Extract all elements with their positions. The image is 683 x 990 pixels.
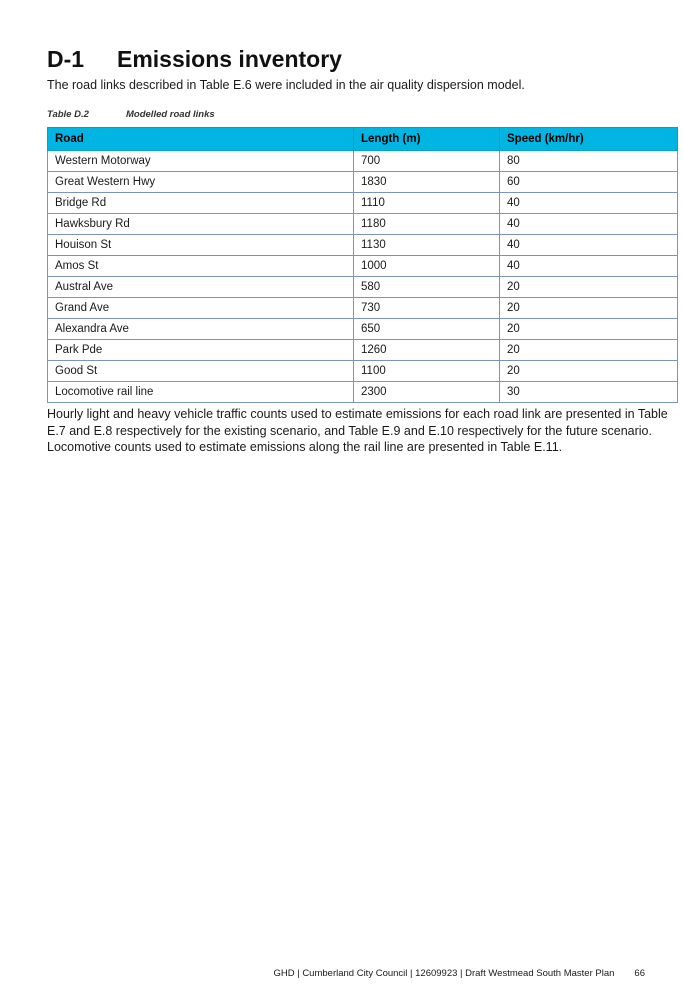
cell-length: 1000 [354, 256, 500, 277]
cell-length: 730 [354, 298, 500, 319]
column-header-length: Length (m) [354, 128, 500, 151]
table-caption-number: Table D.2 [47, 109, 89, 120]
cell-road: Western Motorway [48, 151, 354, 172]
table-row [48, 277, 678, 298]
table-row [48, 172, 678, 193]
cell-speed: 20 [500, 361, 678, 382]
cell-road: Amos St [48, 256, 354, 277]
cell-length: 1260 [354, 340, 500, 361]
cell-length: 580 [354, 277, 500, 298]
column-header-road: Road [48, 128, 354, 151]
cell-length: 1100 [354, 361, 500, 382]
table-row [48, 382, 678, 403]
cell-speed: 20 [500, 319, 678, 340]
table-row [48, 214, 678, 235]
cell-road: Houison St [48, 235, 354, 256]
section-title: Emissions inventory [117, 46, 342, 72]
cell-length: 1130 [354, 235, 500, 256]
cell-length: 1110 [354, 193, 500, 214]
cell-speed: 40 [500, 256, 678, 277]
table-row [48, 319, 678, 340]
body-paragraph: Hourly light and heavy vehicle traffic counts used to estimate emissions for each road link are presented in Table E.7 and E.8 respectively for the existing scenario, and Table E.9 and E.10 respectively for the future scenario. Locomotive counts used to estimate emissions along the rail line are presented in Table E.11. [47, 407, 668, 454]
table-row [48, 235, 678, 256]
cell-length: 700 [354, 151, 500, 172]
cell-road: Park Pde [48, 340, 354, 361]
table-row [48, 256, 678, 277]
intro-paragraph: The road links described in Table E.6 were included in the air quality dispersion model. [47, 78, 525, 92]
table-row [48, 151, 678, 172]
cell-length: 1180 [354, 214, 500, 235]
road-links-table [47, 127, 678, 403]
cell-speed: 60 [500, 172, 678, 193]
cell-road: Austral Ave [48, 277, 354, 298]
cell-road: Locomotive rail line [48, 382, 354, 403]
cell-speed: 20 [500, 340, 678, 361]
cell-speed: 40 [500, 214, 678, 235]
section-number: D-1 [47, 46, 85, 72]
cell-road: Alexandra Ave [48, 319, 354, 340]
table-caption [47, 108, 215, 121]
cell-length: 650 [354, 319, 500, 340]
cell-speed: 40 [500, 193, 678, 214]
footer-text: GHD | Cumberland City Council | 12609923 | Draft Westmead South Master Plan [273, 968, 615, 979]
table-caption-title: Modelled road links [126, 109, 215, 120]
cell-speed: 30 [500, 382, 678, 403]
cell-speed: 20 [500, 277, 678, 298]
table-row [48, 298, 678, 319]
cell-length: 2300 [354, 382, 500, 403]
cell-length: 1830 [354, 172, 500, 193]
cell-road: Good St [48, 361, 354, 382]
page-number: 66 [634, 968, 645, 979]
cell-speed: 20 [500, 298, 678, 319]
cell-speed: 40 [500, 235, 678, 256]
table-row [48, 340, 678, 361]
column-header-speed: Speed (km/hr) [500, 128, 678, 151]
cell-speed: 80 [500, 151, 678, 172]
cell-road: Hawksbury Rd [48, 214, 354, 235]
table-row [48, 361, 678, 382]
cell-road: Grand Ave [48, 298, 354, 319]
cell-road: Great Western Hwy [48, 172, 354, 193]
section-heading [47, 44, 342, 74]
table-header-row [48, 128, 678, 151]
table-row [48, 193, 678, 214]
cell-road: Bridge Rd [48, 193, 354, 214]
page-footer [273, 968, 645, 979]
